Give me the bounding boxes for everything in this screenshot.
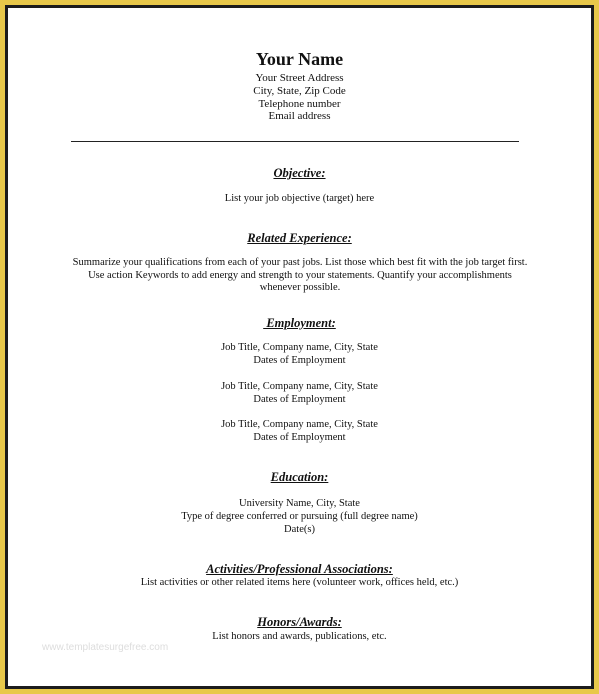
city-state-zip: City, State, Zip Code — [253, 85, 346, 97]
activities-text: List activities or other related items here (volunteer work, offices held, etc.) — [140, 577, 459, 588]
related-experience-heading: Related Experience: — [247, 231, 352, 245]
employment-heading: Employment: — [263, 316, 336, 330]
job-dates-1: Dates of Employment — [253, 355, 346, 366]
job-dates-3: Dates of Employment — [253, 432, 346, 443]
education-degree: Type of degree conferred or pursuing (full degree name) — [181, 511, 418, 522]
objective-text: List your job objective (target) here — [224, 193, 375, 204]
watermark: www.templatesurgefree.com — [42, 642, 169, 653]
honors-text: List honors and awards, publications, etc. — [212, 631, 387, 642]
job-title-1: Job Title, Company name, City, State — [221, 342, 378, 353]
telephone: Telephone number — [258, 98, 341, 110]
job-dates-2: Dates of Employment — [253, 394, 346, 405]
job-title-2: Job Title, Company name, City, State — [221, 381, 378, 392]
header-divider — [71, 141, 519, 142]
street-address: Your Street Address — [255, 72, 344, 84]
activities-heading: Activities/Professional Associations: — [206, 562, 393, 576]
education-dates: Date(s) — [284, 524, 315, 535]
honors-heading: Honors/Awards: — [257, 615, 342, 629]
email: Email address — [268, 110, 331, 122]
related-experience-text: Summarize your qualifications from each of your past jobs. List those which best fit with the job target first. Use action Keywords to add energy and strength to your statements. Quantify your accomplishments whenever possible. — [72, 257, 528, 293]
education-heading: Education: — [270, 470, 329, 484]
job-title-3: Job Title, Company name, City, State — [221, 419, 378, 430]
objective-heading: Objective: — [273, 166, 326, 180]
education-school: University Name, City, State — [239, 498, 360, 509]
resume-name: Your Name — [255, 49, 344, 69]
